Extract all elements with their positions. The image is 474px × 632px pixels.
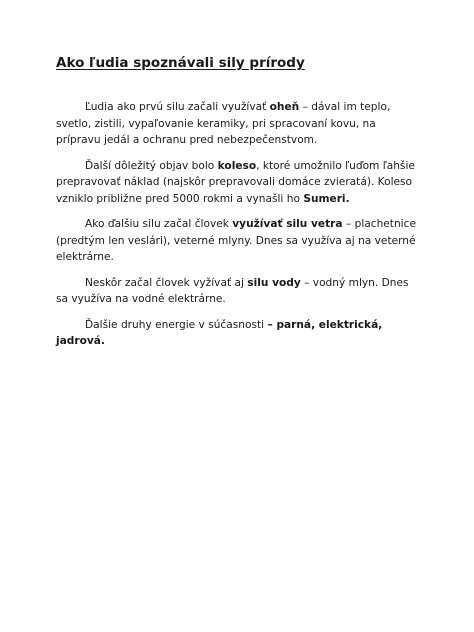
bold-text-run: – parná, elektrická, jadrová. xyxy=(56,318,383,347)
text-run: Ľudia ako prvú silu začali využívať xyxy=(85,101,270,113)
text-run: , ktoré umožnilo ľuďom ľahšie prepravovať náklad (najskôr prepravovali domáce zvieratá). Koleso vzniklo približne pred 5000 rokmi a vynašli ho xyxy=(56,159,415,205)
text-run: Ďalšie druhy energie v súčasnosti xyxy=(85,318,268,331)
paragraph-fire xyxy=(56,99,418,149)
text-run: Ďalší dôležitý objav bolo xyxy=(85,159,218,172)
paragraph-wind xyxy=(56,216,418,266)
paragraph-energy xyxy=(56,317,418,350)
text-run: Neskôr začal človek vyžívať aj xyxy=(85,276,248,289)
bold-text-run: koleso xyxy=(217,159,257,172)
paragraph-wheel xyxy=(56,158,418,208)
text-run: Ako ďalšiu silu začal človek xyxy=(85,218,233,230)
document-title: Ako ľudia spoznávali sily prírody xyxy=(56,55,305,71)
text-run: – dával im teplo, svetlo, zistili, vypaľovanie keramiky, pri spracovaní kovu, na prípravu jedál a ochranu pred nebezpečenstvom. xyxy=(56,101,391,146)
bold-text-run: využívať silu vetra xyxy=(232,218,343,230)
bold-text-run: Sumeri. xyxy=(303,192,350,205)
paragraph-water xyxy=(56,275,418,308)
text-run: – vodný mlyn. Dnes sa využíva na vodné elektrárne. xyxy=(56,276,409,305)
bold-text-run: silu vody xyxy=(247,276,301,289)
document-body xyxy=(56,99,418,359)
bold-text-run: oheň xyxy=(269,101,300,113)
text-run: – plachetnice (predtým len veslári), veterné mlyny. Dnes sa využíva aj na veterné elektrárne. xyxy=(56,218,416,263)
